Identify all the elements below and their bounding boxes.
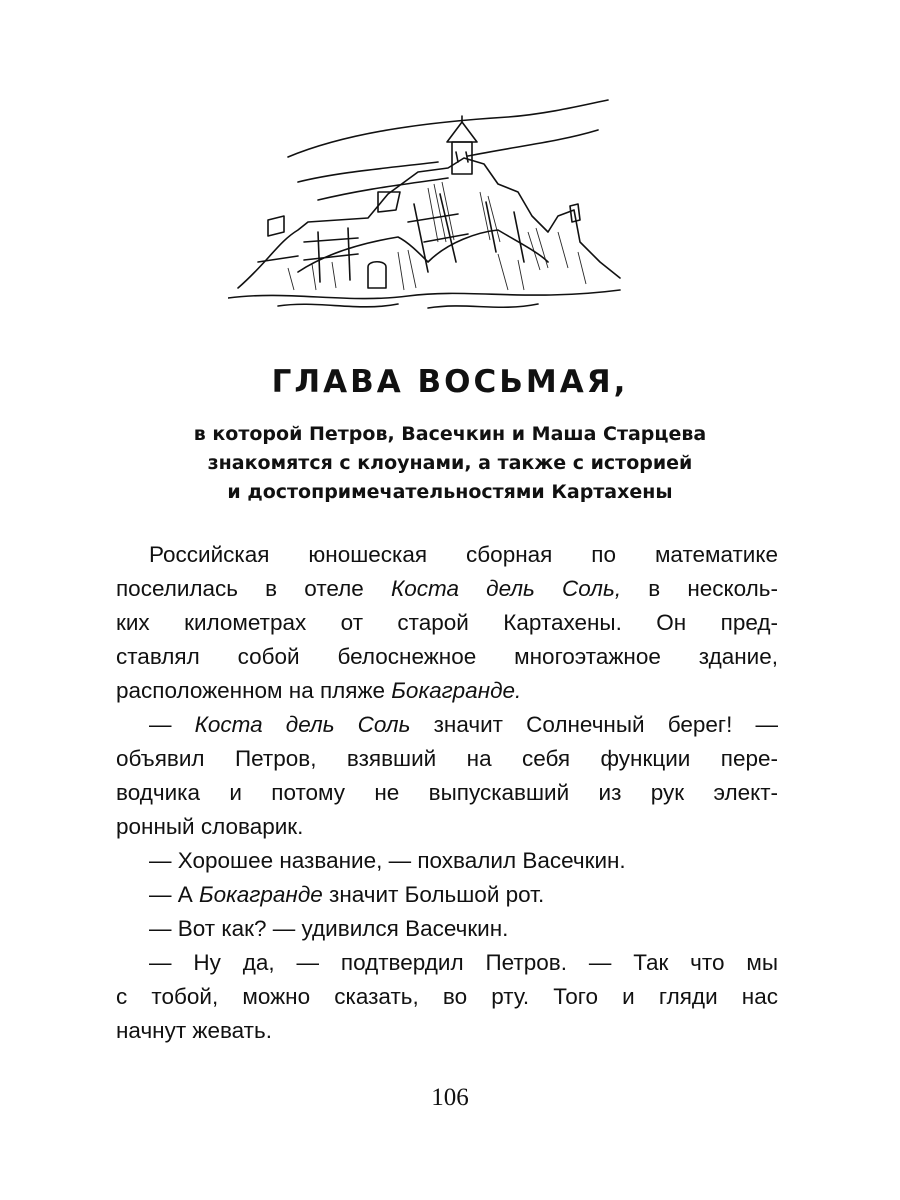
text-line — [116, 946, 778, 980]
italic-term: Бокагранде — [199, 882, 323, 907]
subtitle-line: и достопримечательностями Картахены — [227, 481, 673, 503]
page-number: 106 — [431, 1084, 469, 1111]
chapter-title: ГЛАВА ВОСЬМАЯ, — [271, 364, 629, 400]
text-line — [116, 606, 778, 640]
text-line — [116, 674, 778, 708]
text-line — [116, 980, 778, 1014]
text-line — [116, 878, 778, 912]
text-line — [116, 776, 778, 810]
chapter-subtitle — [0, 420, 900, 507]
text-segment: поселилась в отеле — [116, 576, 391, 601]
text-line — [116, 912, 778, 946]
fortress-illustration — [228, 92, 628, 324]
text-segment: ких километрах от старой Картахены. Он пред- — [116, 610, 778, 635]
text-segment: — Хорошее название, — похвалил Васечкин. — [149, 848, 626, 873]
text-line — [116, 572, 778, 606]
text-line — [116, 538, 778, 572]
text-segment: значит Солнечный берег! — — [410, 712, 778, 737]
italic-term: Бокагранде. — [391, 678, 522, 703]
text-segment: — Ну да, — подтвердил Петров. — Так что мы — [149, 950, 778, 975]
chapter-body-text — [116, 538, 778, 1048]
italic-term: Коста дель Соль — [194, 712, 411, 737]
text-line — [116, 742, 778, 776]
text-segment: начнут жевать. — [116, 1018, 272, 1043]
text-segment: в несколь- — [621, 576, 779, 601]
text-segment: ронный словарик. — [116, 814, 304, 839]
subtitle-line: в которой Петров, Васечкин и Маша Старцева — [193, 423, 707, 445]
text-segment: ставлял собой белоснежное многоэтажное здание, — [116, 644, 778, 669]
italic-term: Коста дель Соль, — [390, 576, 622, 601]
text-line — [116, 844, 778, 878]
text-segment: — Вот как? — удивился Васечкин. — [149, 916, 509, 941]
text-segment: с тобой, можно сказать, во рту. Того и гляди нас — [116, 984, 778, 1009]
text-segment: расположенном на пляже — [116, 678, 392, 703]
text-segment: объявил Петров, взявший на себя функции пере- — [116, 746, 778, 771]
text-line — [116, 1014, 778, 1048]
text-segment: — — [149, 712, 195, 737]
text-segment: — А — [149, 882, 200, 907]
text-line — [116, 640, 778, 674]
text-line — [116, 810, 778, 844]
text-segment: значит Большой рот. — [322, 882, 545, 907]
text-segment: Российская юношеская сборная по математике — [149, 542, 778, 567]
subtitle-line: знакомятся с клоунами, а также с историей — [207, 452, 693, 474]
text-line — [116, 708, 778, 742]
text-segment: водчика и потому не выпускавший из рук элект- — [116, 780, 778, 805]
